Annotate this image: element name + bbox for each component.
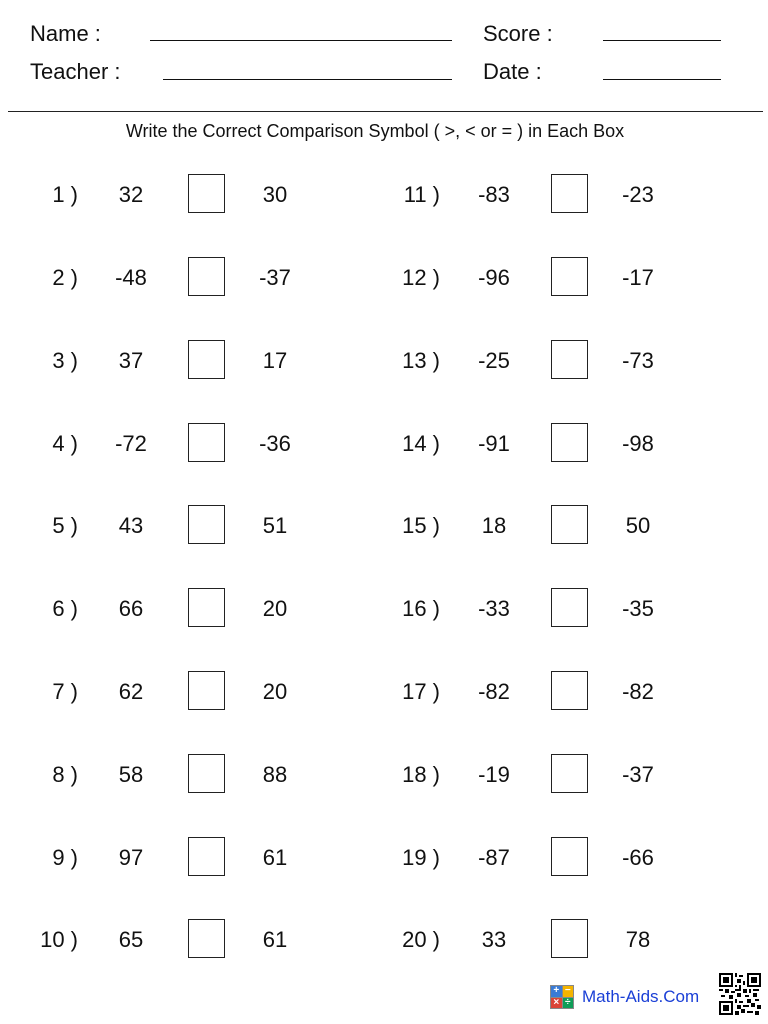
problem-row: [0, 919, 768, 961]
problem-number: 13 ): [402, 348, 440, 373]
problem-number: 17 ): [402, 679, 440, 704]
problem-number: 6 ): [52, 596, 78, 621]
answer-box[interactable]: [551, 423, 588, 462]
left-operand: 62: [118, 679, 144, 704]
right-operand: 20: [262, 596, 288, 621]
problem-number: 18 ): [402, 762, 440, 787]
right-operand: -36: [259, 431, 291, 456]
right-operand: -73: [622, 348, 654, 373]
answer-box[interactable]: [551, 174, 588, 213]
right-operand: -37: [259, 265, 291, 290]
left-operand: -82: [478, 679, 510, 704]
problem-number: 16 ): [402, 596, 440, 621]
problem-row: [0, 837, 768, 879]
right-operand: 51: [262, 513, 288, 538]
problem-number: 4 ): [52, 431, 78, 456]
date-label: Date :: [483, 59, 542, 84]
left-operand: 37: [118, 348, 144, 373]
problem-number: 3 ): [52, 348, 78, 373]
answer-box[interactable]: [551, 505, 588, 544]
right-operand: 61: [262, 845, 288, 870]
problem-number: 19 ): [402, 845, 440, 870]
right-operand: 61: [262, 927, 288, 952]
left-operand: -48: [115, 265, 147, 290]
right-operand: -98: [622, 431, 654, 456]
left-operand: 65: [118, 927, 144, 952]
right-operand: -82: [622, 679, 654, 704]
left-operand: -72: [115, 431, 147, 456]
problem-number: 12 ): [402, 265, 440, 290]
left-operand: -91: [478, 431, 510, 456]
footer-brand: [550, 985, 699, 1009]
left-operand: 66: [118, 596, 144, 621]
problem-number: 5 ): [52, 513, 78, 538]
right-operand: 17: [262, 348, 288, 373]
left-operand: 97: [118, 845, 144, 870]
problem-row: [0, 340, 768, 382]
left-operand: -87: [478, 845, 510, 870]
right-operand: -23: [622, 182, 654, 207]
math-operators-icon: + − × ÷: [550, 985, 574, 1009]
left-operand: -33: [478, 596, 510, 621]
header-divider: [8, 111, 763, 112]
problem-number: 11 ): [403, 182, 440, 207]
site-link[interactable]: Math-Aids.Com: [582, 987, 700, 1006]
problem-number: 1 ): [52, 182, 78, 207]
problem-number: 9 ): [52, 845, 78, 870]
left-operand: 32: [118, 182, 144, 207]
answer-box[interactable]: [551, 257, 588, 296]
problem-row: [0, 671, 768, 713]
right-operand: 30: [262, 182, 288, 207]
problem-number: 20 ): [402, 927, 440, 952]
problem-number: 14 ): [402, 431, 440, 456]
answer-box[interactable]: [551, 340, 588, 379]
instructions: Write the Correct Comparison Symbol ( >, < or = ) in Each Box: [125, 121, 625, 141]
date-field[interactable]: [603, 79, 721, 80]
answer-box[interactable]: [551, 671, 588, 710]
teacher-label: Teacher :: [30, 59, 121, 84]
name-field[interactable]: [150, 40, 452, 41]
problem-number: 8 ): [52, 762, 78, 787]
teacher-field[interactable]: [163, 79, 452, 80]
problem-number: 10 ): [40, 927, 78, 952]
left-operand: -25: [478, 348, 510, 373]
left-operand: -96: [478, 265, 510, 290]
problem-number: 15 ): [402, 513, 440, 538]
left-operand: 18: [481, 513, 507, 538]
right-operand: -35: [622, 596, 654, 621]
answer-box[interactable]: [551, 837, 588, 876]
right-operand: 88: [262, 762, 288, 787]
problem-row: [0, 174, 768, 216]
answer-box[interactable]: [551, 588, 588, 627]
right-operand: 20: [262, 679, 288, 704]
name-label: Name :: [30, 21, 101, 46]
problem-row: [0, 257, 768, 299]
answer-box[interactable]: [551, 754, 588, 793]
score-field[interactable]: [603, 40, 721, 41]
left-operand: -19: [478, 762, 510, 787]
right-operand: 78: [625, 927, 651, 952]
answer-box[interactable]: [551, 919, 588, 958]
right-operand: 50: [625, 513, 651, 538]
problem-number: 7 ): [52, 679, 78, 704]
problem-row: [0, 423, 768, 465]
right-operand: -17: [622, 265, 654, 290]
left-operand: 43: [118, 513, 144, 538]
left-operand: 58: [118, 762, 144, 787]
qr-code-icon: [719, 973, 761, 1015]
right-operand: -66: [622, 845, 654, 870]
score-label: Score :: [483, 21, 553, 46]
left-operand: -83: [478, 182, 510, 207]
problem-number: 2 ): [52, 265, 78, 290]
problem-row: [0, 588, 768, 630]
right-operand: -37: [622, 762, 654, 787]
left-operand: 33: [481, 927, 507, 952]
problem-row: [0, 754, 768, 796]
problem-row: [0, 505, 768, 547]
